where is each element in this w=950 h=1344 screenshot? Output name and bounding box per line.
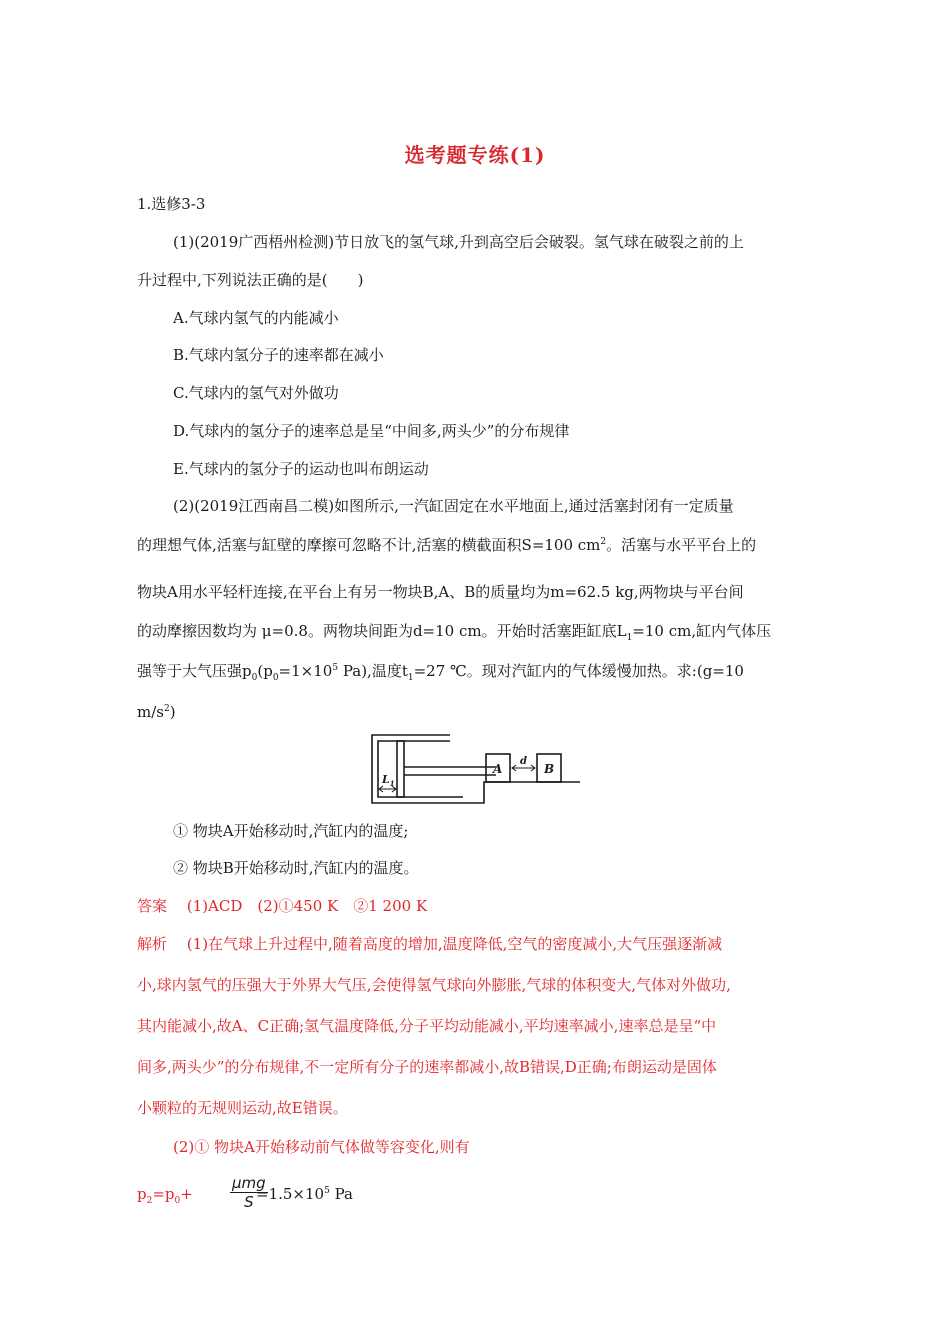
cylinder-wall-outer (372, 735, 463, 803)
option-d: D.气球内的氢分子的速率总是呈“中间多,两头少”的分布规律 (173, 422, 570, 440)
analysis-line2: 小,球内氢气的压强大于外界大气压,会使得氢气球向外膨胀,气球的体积变大,气体对外做功, (137, 976, 731, 994)
part1-line1: (1)(2019广西梧州检测)节日放飞的氢气球,升到高空后会破裂。氢气球在破裂之前的上 (173, 233, 744, 251)
cylinder-figure (368, 731, 583, 807)
part2-line6: $m/s^2$) (137, 703, 176, 721)
sub-question-1: ① 物块A开始移动时,汽缸内的温度; (173, 822, 409, 840)
part2-line4: 的动摩擦因数均为 μ=0.8。两物块间距为d=10 cm。开始时活塞距缸底$L_1=10$ cm,缸内气体压 (137, 622, 772, 643)
platform (463, 782, 580, 803)
part2-line3: 物块A用水平轻杆连接,在平台上有另一物块B,A、B的质量均为m=62.5 kg,两物块与平台间 (137, 583, 744, 601)
label-d: d (520, 756, 527, 767)
analysis-line6: (2)① 物块A开始移动前气体做等容变化,则有 (173, 1138, 470, 1156)
analysis-line1: 解析 (1)在气球上升过程中,随着高度的增加,温度降低,空气的密度减小,大气压强逐渐减 (137, 935, 723, 953)
fraction-denominator: S (244, 1193, 254, 1211)
option-a: A.气球内氢气的内能减小 (173, 309, 339, 327)
equation-right: $=1.5\times 10^5$ Pa (256, 1185, 353, 1203)
option-b: B.气球内氢分子的速率都在减小 (173, 346, 384, 364)
part2-line1: (2)(2019江西南昌二模)如图所示,一汽缸固定在水平地面上,通过活塞封闭有一定质量 (173, 497, 734, 515)
page-title: 选考题专练(1) (404, 143, 546, 167)
question-header: 1.选修3-3 (137, 195, 206, 213)
part2-line2: 的理想气体,活塞与缸壁的摩擦可忽略不计,活塞的横截面积S=100 $cm^2$。活塞与水平平台上的 (137, 536, 757, 554)
equation-left: $p_2=p_0+$ (137, 1185, 193, 1206)
piston (397, 741, 404, 797)
part2-line5: 强等于大气压强$p_0(p_0=1\times 10^5$ Pa),温度$t_1=27$ ℃。现对汽缸内的气体缓慢加热。求:(g=10 (137, 662, 744, 683)
label-a: A (493, 762, 503, 776)
analysis-line4: 间多,两头少”的分布规律,不一定所有分子的速率都减小,故B错误,D正确;布朗运动是固体 (137, 1058, 717, 1076)
part1-line2: 升过程中,下列说法正确的是( ) (137, 271, 364, 289)
option-c: C.气球内的氢气对外做功 (173, 384, 339, 402)
option-e: E.气球内的氢分子的运动也叫布朗运动 (173, 460, 429, 478)
fraction-numerator: μmg (232, 1174, 266, 1192)
analysis-line5: 小颗粒的无规则运动,故E错误。 (137, 1099, 348, 1117)
label-l1: $L_1$ (382, 773, 395, 788)
answer: 答案 (1)ACD (2)①450 K ②1 200 K (137, 897, 428, 915)
label-b: B (544, 762, 555, 776)
analysis-line3: 其内能减小,故A、C正确;氢气温度降低,分子平均动能减小,平均速率减小,速率总是呈“中 (137, 1017, 717, 1035)
sub-question-2: ② 物块B开始移动时,汽缸内的温度。 (173, 859, 419, 877)
